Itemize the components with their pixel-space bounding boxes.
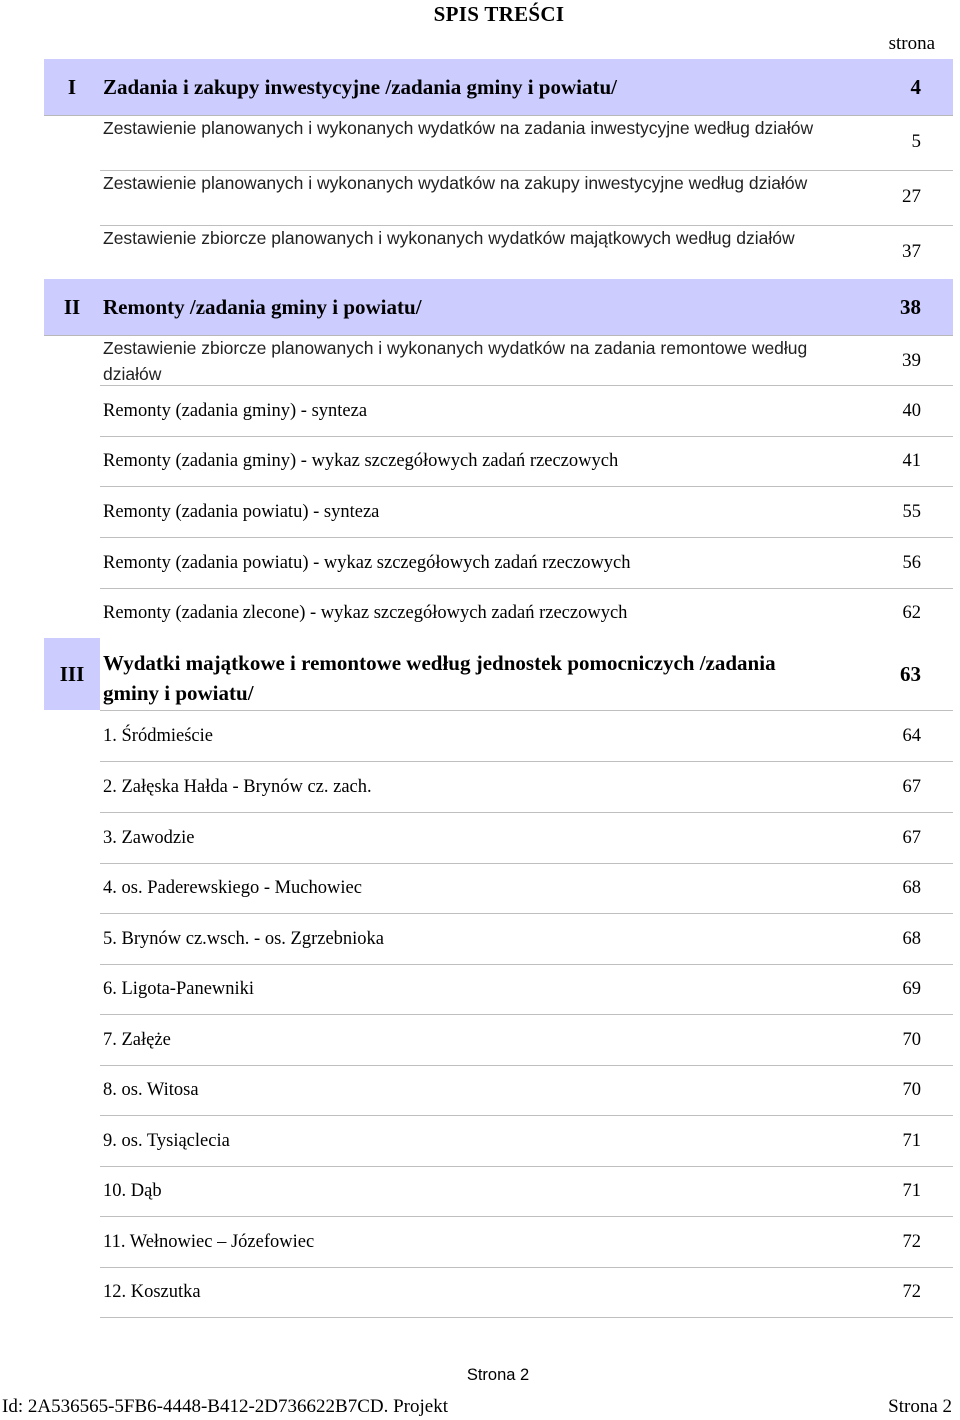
toc-entry-text: Remonty (zadania powiatu) - wykaz szczegółowych zadań rzeczowych: [103, 553, 631, 573]
toc-entry-page: 62: [902, 603, 921, 623]
toc-entry[interactable]: [100, 386, 953, 437]
toc-entry[interactable]: [100, 863, 953, 914]
toc-entry-page: 67: [902, 828, 921, 848]
toc-entry-text: Zestawienie planowanych i wykonanych wydatków na zakupy inwestycyjne według działów: [103, 173, 808, 193]
toc-entry[interactable]: [100, 1217, 953, 1268]
section-page-number: 38: [900, 295, 921, 319]
section-header-2[interactable]: [44, 278, 953, 336]
toc-entry-text: 3. Zawodzie: [103, 828, 195, 848]
toc-entry[interactable]: [100, 762, 953, 813]
toc-entry[interactable]: [100, 588, 953, 638]
toc-entry[interactable]: [100, 487, 953, 538]
toc-entry-text: 9. os. Tysiąclecia: [103, 1131, 230, 1151]
toc-entry-page: 56: [902, 553, 921, 573]
toc-entry-text: Remonty (zadania zlecone) - wykaz szczegółowych zadań rzeczowych: [103, 603, 628, 623]
toc-entry-text: Zestawienie zbiorcze planowanych i wykonanych wydatków na zadania remontowe według działów: [103, 338, 808, 384]
toc-entry-page: 69: [902, 979, 921, 999]
footer-page-label: Strona 2: [888, 1396, 952, 1417]
toc-entry-text: 4. os. Paderewskiego - Muchowiec: [103, 878, 362, 898]
toc-entry-page: 71: [902, 1131, 921, 1151]
toc-entry-text: Remonty (zadania powiatu) - synteza: [103, 502, 380, 522]
section-page-number: 4: [910, 75, 921, 99]
section-roman-numeral: II: [63, 295, 81, 319]
toc-entry-page: 68: [902, 929, 921, 949]
toc-entry-page: 67: [902, 777, 921, 797]
toc-entry-text: 7. Załęże: [103, 1030, 171, 1050]
section-header-1[interactable]: [44, 58, 953, 116]
footer-page-number: Strona 2: [466, 1366, 530, 1384]
toc-entry-text: Remonty (zadania gminy) - synteza: [103, 401, 368, 421]
toc-entry-text: Zestawienie zbiorcze planowanych i wykonanych wydatków majątkowych według działów: [103, 228, 795, 248]
toc-entry[interactable]: [100, 813, 953, 864]
toc-entry-text: 5. Brynów cz.wsch. - os. Zgrzebnioka: [103, 929, 385, 949]
toc-entry-text: 12. Koszutka: [103, 1282, 201, 1302]
toc-entry-text: 1. Śródmieście: [103, 726, 213, 746]
toc-entry-page: 37: [902, 241, 921, 262]
toc-entry-text: 10. Dąb: [103, 1181, 162, 1201]
toc-entry-page: 70: [902, 1080, 921, 1100]
toc-entry-text: 2. Załęska Hałda - Brynów cz. zach.: [103, 777, 372, 797]
toc-entry-page: 72: [902, 1282, 921, 1302]
toc-entry[interactable]: [100, 115, 953, 171]
toc-entry-text: 11. Wełnowiec – Józefowiec: [103, 1232, 315, 1252]
toc-entry-page: 70: [902, 1030, 921, 1050]
toc-entry[interactable]: [100, 964, 953, 1015]
section-header-3[interactable]: [100, 638, 953, 711]
toc-entry[interactable]: [100, 1015, 953, 1066]
footer-document-id: Id: 2A536565-5FB6-4448-B412-2D736622B7CD. Projekt: [2, 1396, 448, 1417]
section-roman-numeral: I: [67, 75, 77, 99]
section-roman-numeral: III: [59, 662, 85, 686]
toc-entry-text: Remonty (zadania gminy) - wykaz szczegółowych zadań rzeczowych: [103, 451, 619, 471]
section-title: Zadania i zakupy inwestycyjne /zadania gminy i powiatu/: [103, 75, 617, 99]
toc-entry[interactable]: [100, 1166, 953, 1217]
toc-entry-page: 27: [902, 186, 921, 207]
section-roman-numeral-3: [44, 638, 100, 710]
toc-entry[interactable]: [100, 225, 953, 278]
page-column-label: strona: [888, 33, 935, 54]
toc-entry-page: 72: [902, 1232, 921, 1252]
toc-entry[interactable]: [100, 711, 953, 762]
page-title: SPIS TREŚCI: [433, 2, 565, 26]
toc-entry[interactable]: [100, 1267, 953, 1318]
toc-entry-page: 5: [911, 131, 921, 152]
toc-entry-page: 40: [902, 401, 921, 421]
toc-entry[interactable]: [100, 170, 953, 226]
toc-entry[interactable]: [100, 1065, 953, 1116]
toc-entry-page: 39: [902, 350, 921, 371]
toc-entry[interactable]: [100, 914, 953, 965]
toc-entry[interactable]: [100, 437, 953, 487]
toc-entry-page: 71: [902, 1181, 921, 1201]
toc-entry[interactable]: [100, 538, 953, 589]
toc-entry[interactable]: [100, 1116, 953, 1167]
section-page-number: 63: [900, 662, 921, 686]
toc-entry-page: 64: [902, 726, 921, 746]
toc-entry[interactable]: [100, 335, 953, 386]
section-title: Remonty /zadania gminy i powiatu/: [103, 295, 422, 319]
toc-entry-page: 41: [902, 451, 921, 471]
section-title: Wydatki majątkowe i remontowe według jednostek pomocniczych /zadania gminy i powiatu/: [103, 651, 776, 705]
toc-entry-text: 6. Ligota-Panewniki: [103, 979, 255, 999]
toc-entry-text: 8. os. Witosa: [103, 1080, 199, 1100]
toc-entry-text: Zestawienie planowanych i wykonanych wydatków na zadania inwestycyjne według działów: [103, 118, 814, 138]
toc-entry-page: 55: [902, 502, 921, 522]
toc-entry-page: 68: [902, 878, 921, 898]
